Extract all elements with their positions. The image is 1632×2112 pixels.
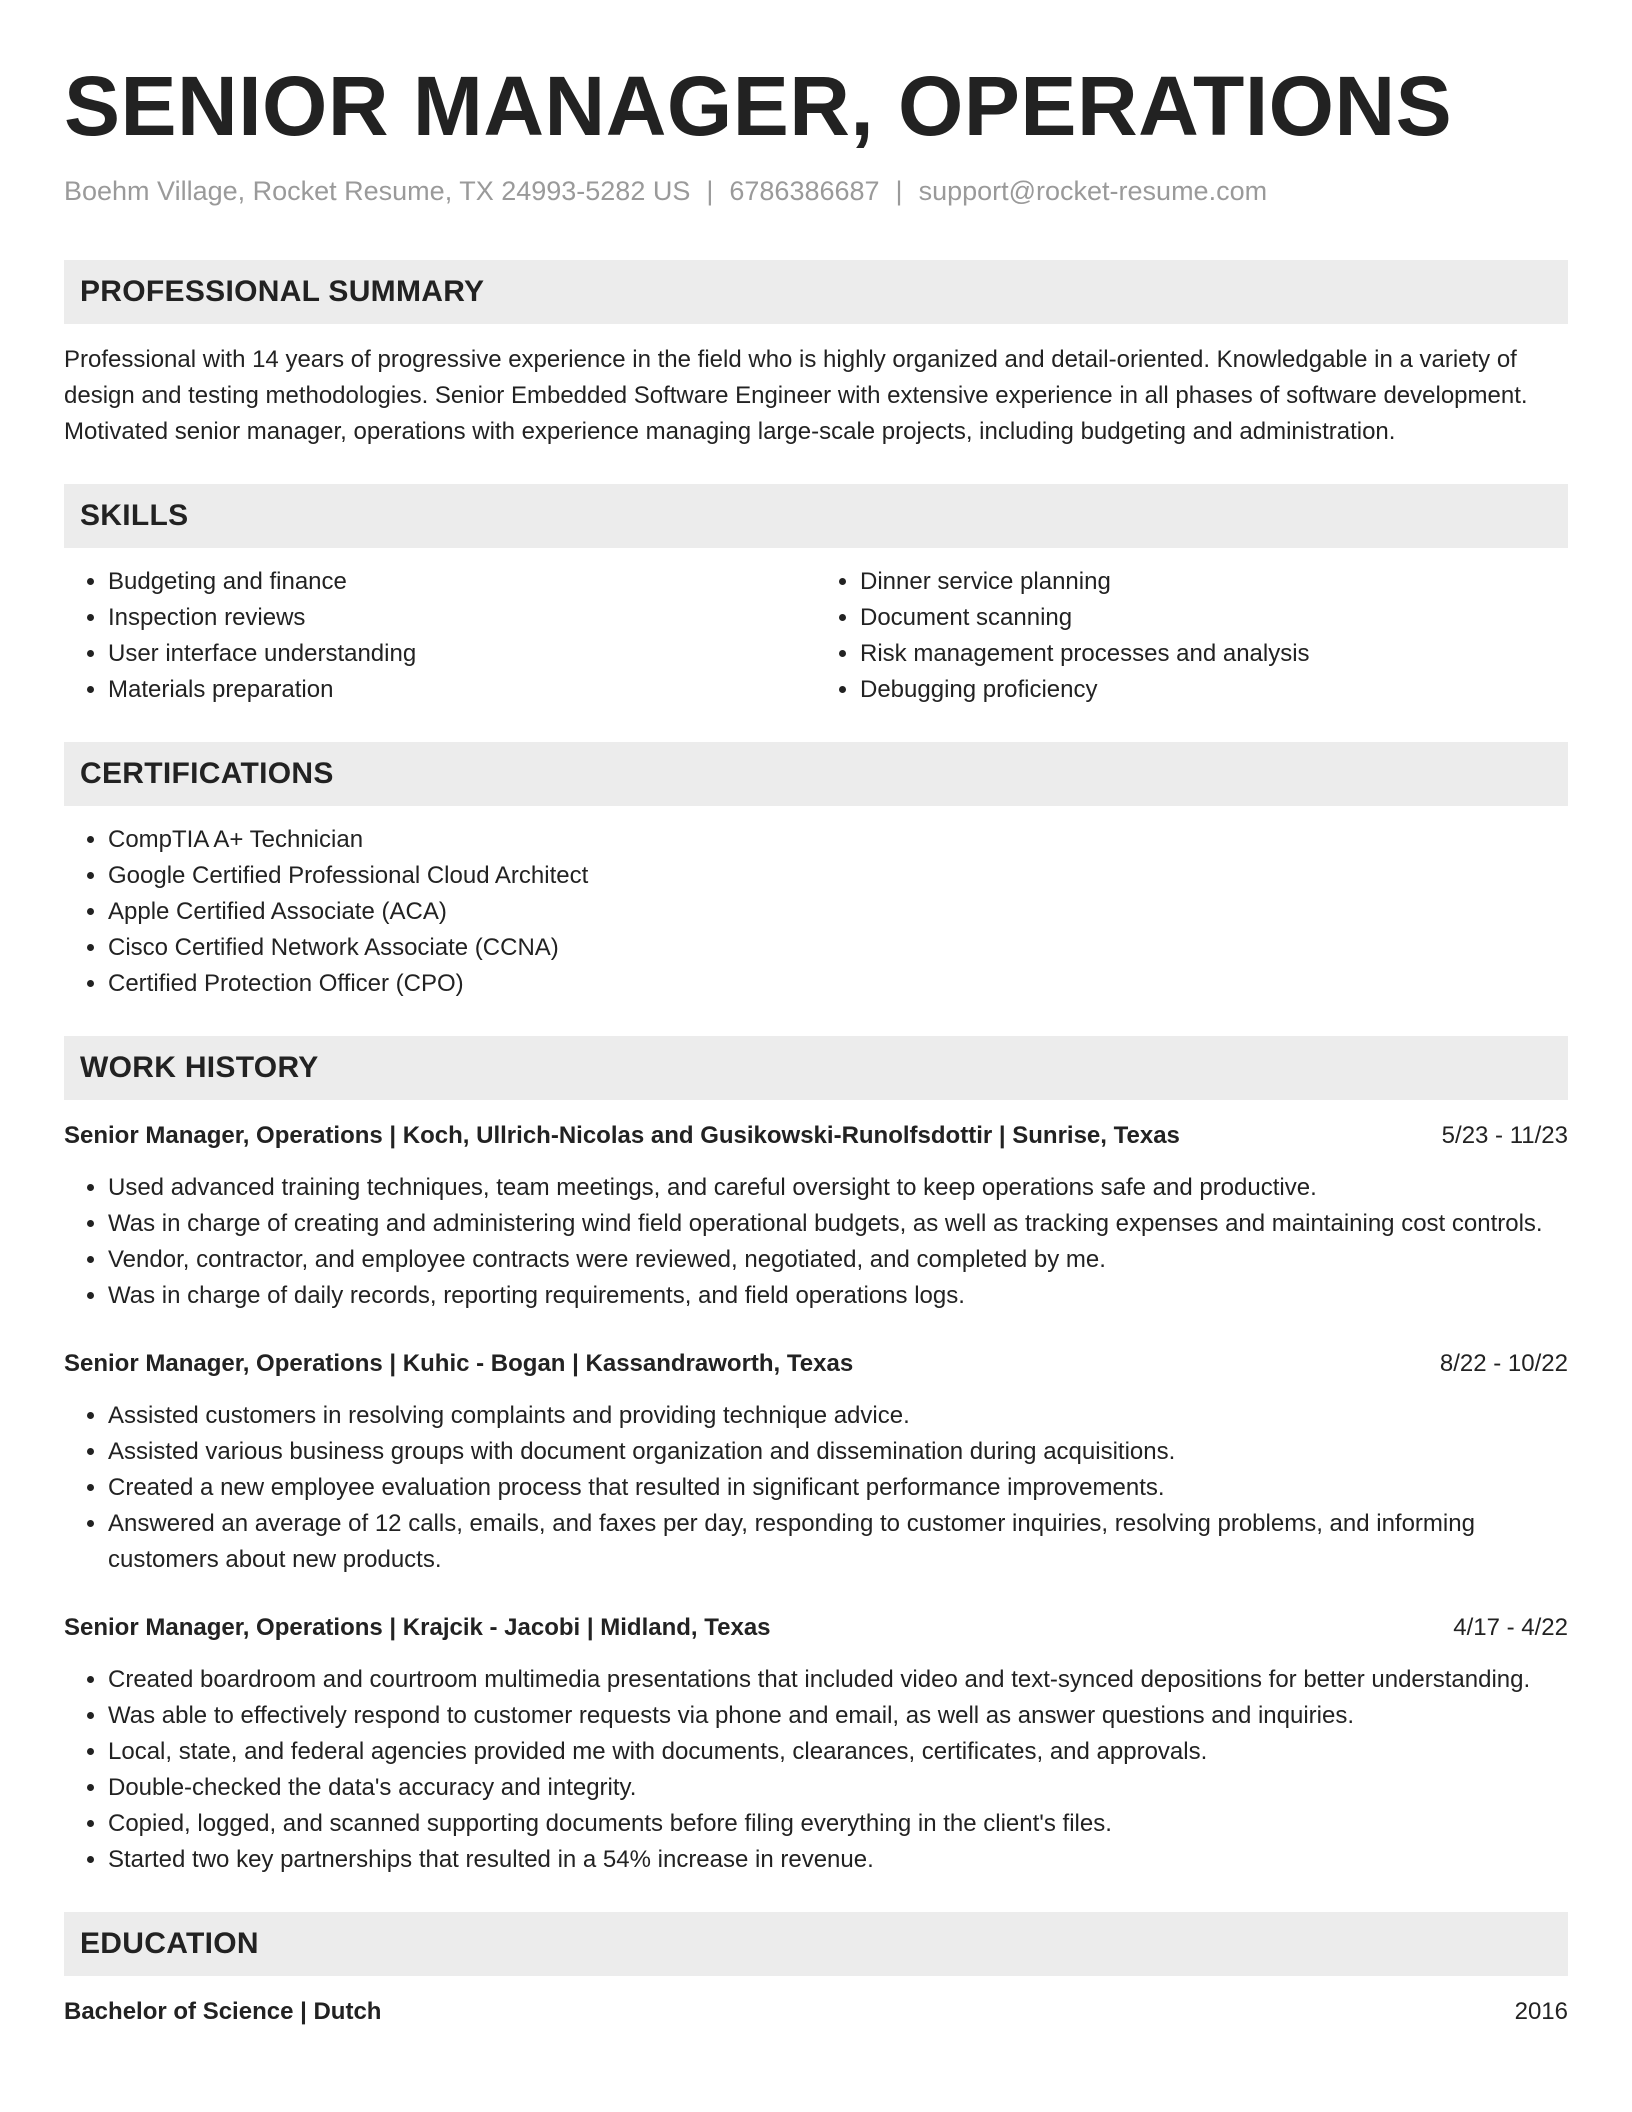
list-item: • User interface understanding <box>108 636 816 672</box>
list-item: • Used advanced training techniques, team meetings, and careful oversight to keep operations safe and productive. <box>108 1170 1568 1206</box>
list-item: • Inspection reviews <box>108 600 816 636</box>
job-header <box>64 1348 1568 1380</box>
list-item: • Was in charge of creating and administering wind field operational budgets, as well as tracking expenses and maintaining cost controls. <box>108 1206 1568 1242</box>
job-dates: 4/17 - 4/22 <box>1453 1614 1568 1641</box>
skills-grid <box>64 548 1568 708</box>
job-bullets <box>64 1398 1568 1578</box>
skills-list-left <box>64 564 816 708</box>
list-item: • Vendor, contractor, and employee contracts were reviewed, negotiated, and completed by me. <box>108 1242 1568 1278</box>
list-item: • CompTIA A+ Technician <box>108 822 1568 858</box>
list-item: • Dinner service planning <box>860 564 1568 600</box>
job-title: Senior Manager, Operations | Koch, Ullrich-Nicolas and Gusikowski-Runolfsdottir | Sunrise, Texas <box>64 1122 1180 1149</box>
summary-section <box>64 260 1568 450</box>
list-item: • Created a new employee evaluation process that resulted in significant performance improvements. <box>108 1470 1568 1506</box>
contact-separator: | <box>706 176 714 206</box>
contact-line <box>64 174 1568 208</box>
job-entry <box>64 1612 1568 1878</box>
contact-separator: | <box>895 176 903 206</box>
job-dates: 8/22 - 10/22 <box>1439 1350 1568 1377</box>
summary-text: Professional with 14 years of progressive experience in the field who is highly organized and detail-oriented. Knowledgable in a variety of design and testing methodologies. Senior Embedded Software Engineer with extensive experience in all phases of software development. Motivated senior manager, operations with experience managing large-scale projects, including budgeting and administration. <box>64 346 1528 445</box>
list-item: • Double-checked the data's accuracy and integrity. <box>108 1770 1568 1806</box>
list-item: • Answered an average of 12 calls, emails, and faxes per day, responding to customer inquiries, resolving problems, and informing customers about new products. <box>108 1506 1568 1578</box>
list-item: • Copied, logged, and scanned supporting documents before filing everything in the client's files. <box>108 1806 1568 1842</box>
list-item: • Assisted various business groups with document organization and dissemination during acquisitions. <box>108 1434 1568 1470</box>
list-item: • Debugging proficiency <box>860 672 1568 708</box>
list-item: • Document scanning <box>860 600 1568 636</box>
list-item: • Started two key partnerships that resulted in a 54% increase in revenue. <box>108 1842 1568 1878</box>
education-section <box>64 1912 1568 2028</box>
education-degree: Bachelor of Science | Dutch <box>64 1998 382 2025</box>
list-item: • Assisted customers in resolving complaints and providing technique advice. <box>108 1398 1568 1434</box>
list-item: • Local, state, and federal agencies provided me with documents, clearances, certificates, and approvals. <box>108 1734 1568 1770</box>
job-header <box>64 1120 1568 1152</box>
education-entry <box>64 1996 1568 2028</box>
job-bullets <box>64 1662 1568 1878</box>
skills-list-right <box>816 564 1568 708</box>
education-year: 2016 <box>1514 1998 1568 2025</box>
list-item: • Materials preparation <box>108 672 816 708</box>
list-item: • Cisco Certified Network Associate (CCNA) <box>108 930 1568 966</box>
list-item: • Certified Protection Officer (CPO) <box>108 966 1568 1002</box>
section-heading: SKILLS <box>64 484 1568 548</box>
skills-section <box>64 484 1568 708</box>
job-title: Senior Manager, Operations | Krajcik - Jacobi | Midland, Texas <box>64 1614 771 1641</box>
contact-email: support@rocket-resume.com <box>918 176 1268 206</box>
job-dates: 5/23 - 11/23 <box>1441 1122 1568 1149</box>
list-item: • Was able to effectively respond to customer requests via phone and email, as well as answer questions and inquiries. <box>108 1698 1568 1734</box>
contact-phone: 6786386687 <box>729 176 880 206</box>
section-heading: WORK HISTORY <box>64 1036 1568 1100</box>
job-header <box>64 1612 1568 1644</box>
job-title: Senior Manager, Operations | Kuhic - Bogan | Kassandraworth, Texas <box>64 1350 854 1377</box>
job-bullets <box>64 1170 1568 1314</box>
certifications-section <box>64 742 1568 1002</box>
job-entry <box>64 1348 1568 1578</box>
section-heading: PROFESSIONAL SUMMARY <box>64 260 1568 324</box>
page-title: SENIOR MANAGER, OPERATIONS <box>64 59 1453 153</box>
list-item: • Apple Certified Associate (ACA) <box>108 894 1568 930</box>
job-entry <box>64 1120 1568 1314</box>
section-heading: EDUCATION <box>64 1912 1568 1976</box>
certifications-list <box>64 822 1568 1002</box>
list-item: • Budgeting and finance <box>108 564 816 600</box>
list-item: • Created boardroom and courtroom multimedia presentations that included video and text-synced depositions for better understanding. <box>108 1662 1568 1698</box>
contact-address: Boehm Village, Rocket Resume, TX 24993-5282 US <box>64 176 691 206</box>
section-heading: CERTIFICATIONS <box>64 742 1568 806</box>
work-history-section <box>64 1036 1568 1878</box>
list-item: • Google Certified Professional Cloud Architect <box>108 858 1568 894</box>
list-item: • Risk management processes and analysis <box>860 636 1568 672</box>
list-item: • Was in charge of daily records, reporting requirements, and field operations logs. <box>108 1278 1568 1314</box>
